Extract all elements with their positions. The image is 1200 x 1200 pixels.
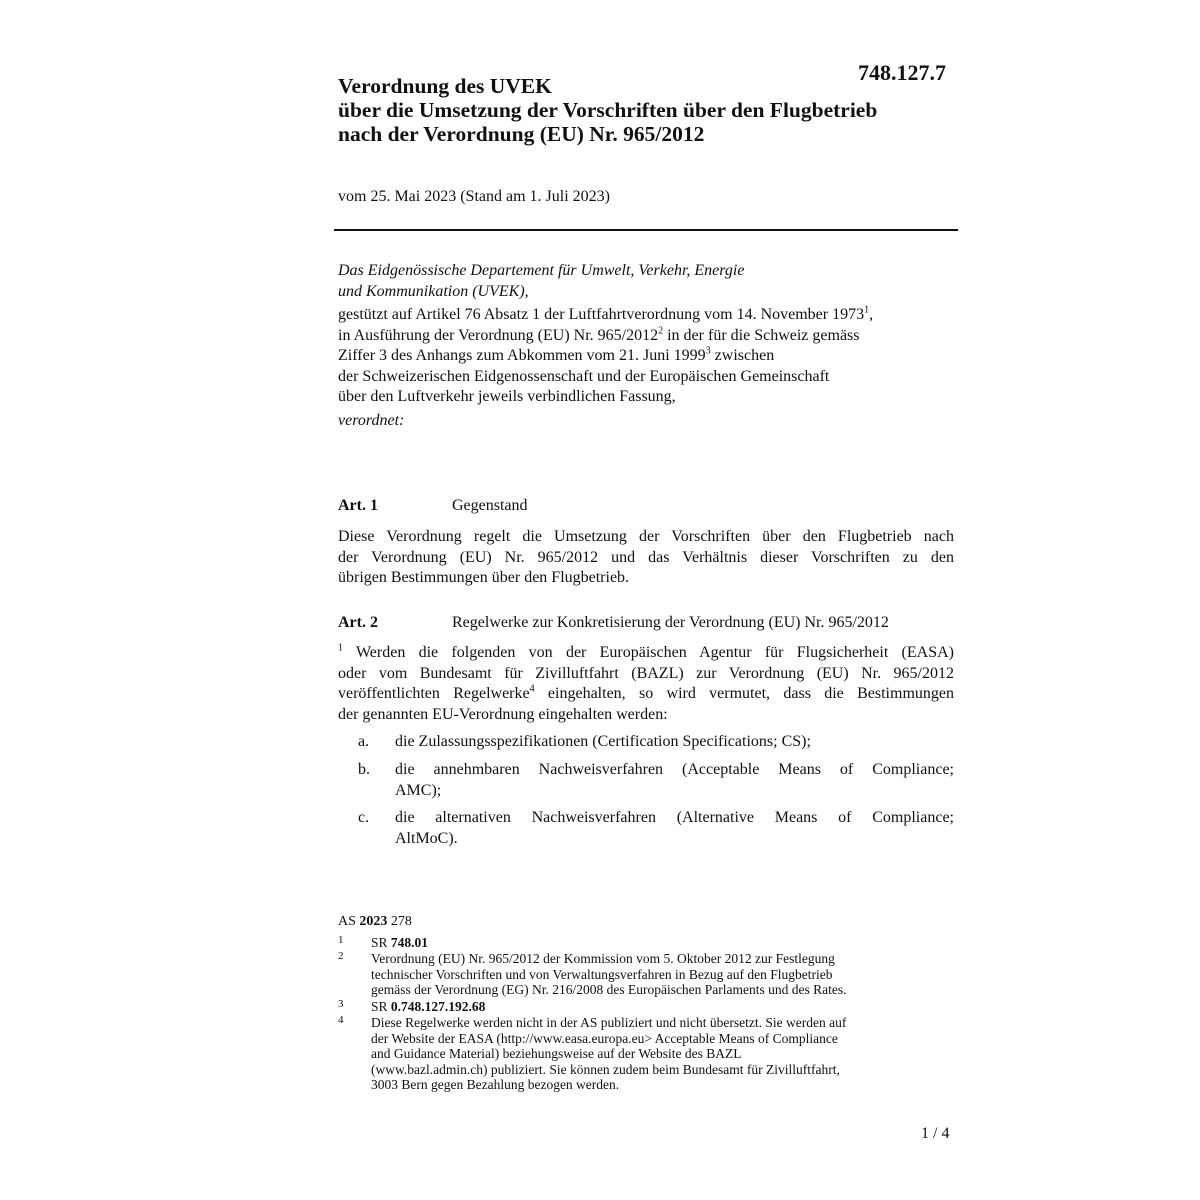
sr-number: 748.127.7: [858, 60, 946, 85]
footnote-ref-1[interactable]: 1: [864, 304, 870, 316]
footnote-line: gemäss der Verordnung (EG) Nr. 216/2008 des Europäischen Parlaments und des Rates.: [371, 982, 847, 997]
basis-text: Ziffer 3 des Anhangs zum Abkommen vom 21. Juni 1999: [338, 347, 706, 364]
as-page: 278: [387, 914, 412, 929]
footnote-text: [371, 935, 428, 951]
footnote-prefix: SR: [371, 935, 391, 950]
article-1-line: Diese Verordnung regelt die Umsetzung der Vorschriften über den Flugbetrieb nach: [338, 528, 954, 545]
footnote-line: technischer Vorschriften und von Verwaltungsverfahren in Bezug auf den Flugbetrieb: [371, 966, 833, 982]
footnote-prefix: SR: [371, 999, 391, 1014]
footnote-number: 3: [338, 998, 344, 1010]
list-line: die alternativen Nachweisverfahren (Alternative Means of Compliance;: [395, 809, 954, 826]
title-line-3: nach der Verordnung (EU) Nr. 965/2012: [338, 122, 705, 146]
authority-line-1: Das Eidgenössische Departement für Umwelt, Verkehr, Energie: [338, 262, 745, 279]
list-line: die Zulassungsspezifikationen (Certification Specifications; CS);: [395, 733, 811, 750]
page-number: 1 / 4: [921, 1125, 950, 1142]
footnote-sr-number: 748.01: [390, 935, 429, 950]
footnote-text: [371, 999, 485, 1015]
preamble-basis: [338, 305, 873, 408]
list-line: AMC);: [395, 781, 442, 799]
basis-text: in der für die Schweiz gemäss: [663, 326, 860, 344]
basis-line-1: [338, 305, 873, 326]
list-line: die annehmbaren Nachweisverfahren (Acceptable Means of Compliance;: [395, 761, 954, 778]
footnote-number: 4: [338, 1014, 344, 1026]
basis-text: gestützt auf Artikel 76 Absatz 1 der Luftfahrtverordnung vom 14. November 1973: [338, 306, 865, 323]
article-2-line: oder vom Bundesamt für Zivilluftfahrt (BAZL) zur Verordnung (EU) Nr. 965/2012: [338, 664, 954, 682]
article-1-line: übrigen Bestimmungen über den Flugbetrieb.: [338, 569, 630, 586]
footnote-number: 2: [338, 950, 344, 962]
official-compilation-ref: [338, 914, 412, 930]
list-marker: c.: [358, 809, 370, 826]
list-marker: b.: [358, 761, 370, 778]
footnote-line: 3003 Bern gegen Bezahlung bezogen werden.: [371, 1077, 620, 1092]
preamble-verb: verordnet:: [338, 412, 405, 429]
article-2-text: veröffentlichten Regelwerke: [338, 685, 530, 702]
document-title: [338, 74, 877, 146]
header-divider: [334, 229, 958, 231]
article-1-line: der Verordnung (EU) Nr. 965/2012 und das Verhältnis dieser Vorschriften zu den: [338, 548, 954, 566]
footnote-line: (www.bazl.admin.ch) publiziert. Sie können zudem beim Bundesamt für Zivilluftfahrt,: [371, 1061, 840, 1077]
list-text: [395, 808, 954, 849]
article-2-title: Regelwerke zur Konkretisierung der Verordnung (EU) Nr. 965/2012: [452, 614, 889, 631]
as-year: 2023: [359, 914, 388, 929]
footnote-line: der Website der EASA (http://www.easa.europa.eu> Acceptable Means of Compliance: [371, 1030, 838, 1046]
article-2-line: der genannten EU-Verordnung eingehalten werden:: [338, 705, 668, 723]
basis-line-4: der Schweizerischen Eidgenossenschaft und der Europäischen Gemeinschaft: [338, 367, 830, 385]
title-line-2: über die Umsetzung der Vorschriften über den Flugbetrieb: [338, 98, 878, 122]
basis-text: zwischen: [710, 347, 775, 364]
list-text: [395, 760, 954, 801]
footnote-ref-4[interactable]: 4: [529, 683, 535, 695]
article-2-body: [338, 643, 954, 725]
basis-text: ,: [869, 306, 874, 323]
article-2-text: eingehalten, so wird vermutet, dass die Bestimmungen: [534, 685, 954, 702]
list-line: AltMoC).: [395, 829, 458, 847]
list-text: [395, 732, 954, 753]
article-1-title: Gegenstand: [452, 497, 528, 514]
footnote-ref-2[interactable]: 2: [658, 325, 664, 337]
article-1-body: [338, 527, 954, 589]
article-1-number: Art. 1: [338, 497, 378, 514]
basis-line-2: [338, 326, 873, 347]
footnote-ref-3[interactable]: 3: [705, 345, 711, 357]
footnote-number: 1: [338, 934, 344, 946]
date-line: vom 25. Mai 2023 (Stand am 1. Juli 2023): [338, 188, 610, 205]
basis-text: in Ausführung der Verordnung (EU) Nr. 965/2012: [338, 326, 659, 344]
footnote-line: Verordnung (EU) Nr. 965/2012 der Kommission vom 5. Oktober 2012 zur Festlegung: [371, 951, 835, 966]
footnote-text: [371, 1015, 846, 1093]
article-2-line: [338, 684, 954, 705]
preamble-authority: [338, 261, 744, 302]
article-2-line: [338, 643, 954, 664]
footnote-sr-number: 0.748.127.192.68: [390, 999, 486, 1014]
paragraph-number: 1: [338, 642, 343, 654]
article-2-text: Werden die folgenden von der Europäischen Agentur für Flugsicherheit (EASA): [343, 644, 954, 661]
as-prefix: AS: [338, 914, 360, 929]
authority-line-2: und Kommunikation (UVEK),: [338, 282, 529, 300]
title-line-1: Verordnung des UVEK: [338, 74, 552, 98]
footnote-line: and Guidance Material) beziehungsweise auf der Website des BAZL: [371, 1046, 742, 1061]
basis-line-5: über den Luftverkehr jeweils verbindlichen Fassung,: [338, 388, 676, 405]
basis-line-3: [338, 346, 873, 367]
article-2-number: Art. 2: [338, 614, 378, 631]
footnote-text: [371, 951, 847, 998]
footnote-line: Diese Regelwerke werden nicht in der AS publiziert und nicht übersetzt. Sie werden auf: [371, 1015, 847, 1030]
list-marker: a.: [358, 733, 370, 750]
